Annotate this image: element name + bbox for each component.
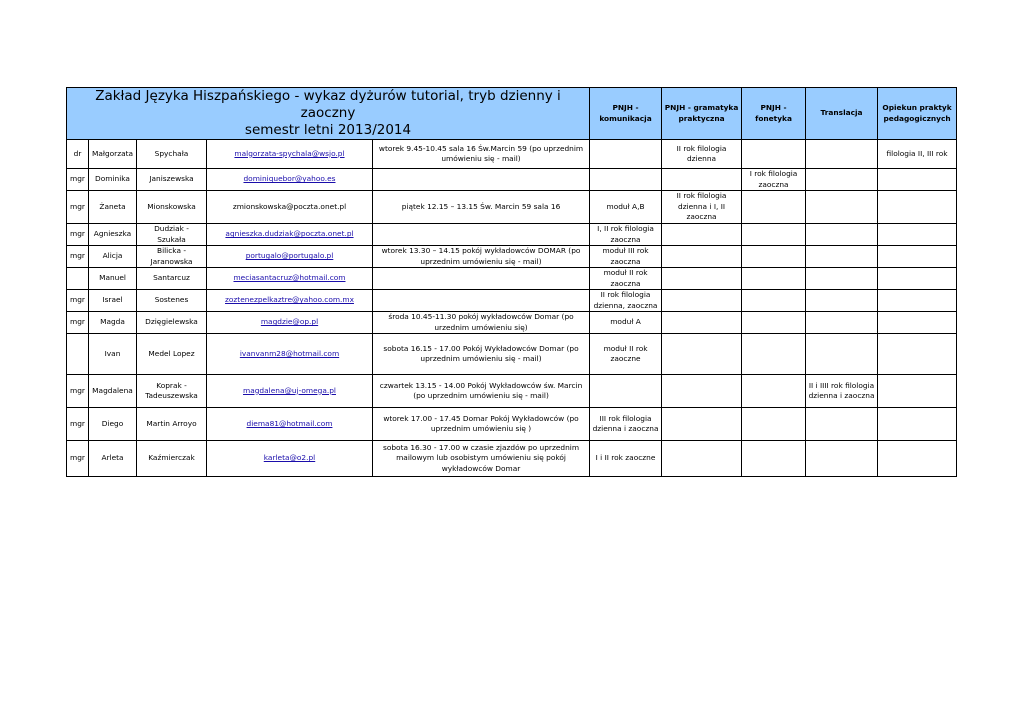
cell-gramatyka (662, 268, 742, 290)
cell-fonetyka (742, 140, 806, 169)
cell-first: Israel (89, 290, 137, 312)
cell-gramatyka (662, 246, 742, 268)
cell-opiekun (878, 224, 957, 246)
table-row (67, 224, 957, 246)
cell-opiekun (878, 268, 957, 290)
cell-fonetyka: I rok filologia zaoczna (742, 169, 806, 191)
cell-title (67, 334, 89, 375)
cell-hours: wtorek 13.30 – 14.15 pokój wykładowców DOMAR (po uprzednim umówieniu się - mail) (373, 246, 590, 268)
cell-first: Agnieszka (89, 224, 137, 246)
email-link[interactable]: portugalo@portugalo.pl (245, 251, 334, 261)
cell-hours: sobota 16.15 - 17.00 Pokój Wykładowców Domar (po uprzednim umówieniu się - mail) (373, 334, 590, 375)
cell-title: mgr (67, 441, 89, 477)
cell-fonetyka (742, 334, 806, 375)
cell-translacja (806, 441, 878, 477)
cell-first: Dominika (89, 169, 137, 191)
cell-gramatyka (662, 334, 742, 375)
cell-title: mgr (67, 169, 89, 191)
cell-translacja (806, 312, 878, 334)
email-link[interactable]: magdalena@uj-omega.pl (243, 385, 336, 395)
cell-komunikacja: moduł II rok zaoczna (590, 268, 662, 290)
email-link[interactable]: karleta@o2.pl (263, 453, 316, 463)
cell-komunikacja: I i II rok zaoczne (590, 441, 662, 477)
table-row (67, 312, 957, 334)
email-link[interactable]: malgorzata-spychala@wsjo.pl (234, 148, 345, 158)
table-row (67, 268, 957, 290)
column-header-gramatyka: PNJH - gramatyka praktyczna (662, 88, 742, 140)
cell-fonetyka (742, 441, 806, 477)
cell-last: Kaźmierczak (137, 441, 207, 477)
cell-gramatyka (662, 312, 742, 334)
table-row (67, 140, 957, 169)
cell-email (207, 246, 373, 268)
cell-email (207, 268, 373, 290)
cell-title: mgr (67, 312, 89, 334)
cell-title: mgr (67, 246, 89, 268)
cell-fonetyka (742, 312, 806, 334)
cell-translacja (806, 268, 878, 290)
table-row (67, 191, 957, 224)
table-row (67, 290, 957, 312)
cell-komunikacja: II rok filologia dzienna, zaoczna (590, 290, 662, 312)
cell-hours: czwartek 13.15 - 14.00 Pokój Wykładowców św. Marcin (po uprzednim umówieniu się - mail) (373, 375, 590, 408)
cell-gramatyka (662, 408, 742, 441)
cell-title: mgr (67, 375, 89, 408)
cell-fonetyka (742, 268, 806, 290)
cell-fonetyka (742, 246, 806, 268)
table-row (67, 246, 957, 268)
cell-email (207, 375, 373, 408)
cell-translacja (806, 334, 878, 375)
cell-email (207, 290, 373, 312)
cell-gramatyka (662, 375, 742, 408)
cell-gramatyka: II rok filologia dzienna i I, II zaoczna (662, 191, 742, 224)
cell-gramatyka (662, 290, 742, 312)
table-row (67, 408, 957, 441)
cell-email (207, 140, 373, 169)
cell-opiekun (878, 191, 957, 224)
cell-translacja (806, 408, 878, 441)
cell-komunikacja: moduł II rok zaoczne (590, 334, 662, 375)
cell-fonetyka (742, 375, 806, 408)
cell-first: Arleta (89, 441, 137, 477)
cell-gramatyka: II rok filologia dzienna (662, 140, 742, 169)
title-line-1: Zakład Języka Hiszpańskiego - wykaz dyżurów tutorial, tryb dzienny i zaoczny (95, 88, 561, 121)
cell-email (207, 169, 373, 191)
column-header-opiekun: Opiekun praktyk pedagogicznych (878, 88, 957, 140)
table-row (67, 169, 957, 191)
cell-title: mgr (67, 224, 89, 246)
email-link[interactable]: agnieszka.dudziak@poczta.onet.pl (225, 229, 354, 239)
duty-schedule-table (66, 87, 957, 477)
cell-last: Janiszewska (137, 169, 207, 191)
cell-opiekun: filologia II, III rok (878, 140, 957, 169)
cell-komunikacja: III rok filologia dzienna i zaoczna (590, 408, 662, 441)
cell-opiekun (878, 312, 957, 334)
cell-first: Diego (89, 408, 137, 441)
table-row (67, 441, 957, 477)
cell-hours: wtorek 9.45-10.45 sala 16 Św.Marcin 59 (po uprzednim umówieniu się - mail) (373, 140, 590, 169)
cell-translacja (806, 290, 878, 312)
cell-gramatyka (662, 169, 742, 191)
cell-last: Mionskowska (137, 191, 207, 224)
column-header-fonetyka: PNJH - fonetyka (742, 88, 806, 140)
cell-hours (373, 169, 590, 191)
cell-email (207, 191, 373, 224)
table-row (67, 334, 957, 375)
cell-last: Dudziak - Szukała (137, 224, 207, 246)
cell-opiekun (878, 246, 957, 268)
cell-gramatyka (662, 441, 742, 477)
cell-first: Ivan (89, 334, 137, 375)
cell-first: Magdalena (89, 375, 137, 408)
cell-email (207, 312, 373, 334)
cell-translacja (806, 224, 878, 246)
cell-email (207, 224, 373, 246)
cell-hours: środa 10.45-11.30 pokój wykładowców Domar (po urzednim umówieniu się) (373, 312, 590, 334)
cell-translacja (806, 140, 878, 169)
email-link[interactable]: dominiquebor@yahoo.es (243, 174, 336, 184)
cell-title: dr (67, 140, 89, 169)
email-link[interactable]: zmionskowska@poczta.onet.pl (232, 201, 347, 211)
cell-first: Alicja (89, 246, 137, 268)
cell-opiekun (878, 334, 957, 375)
email-link[interactable]: magdzie@op.pl (260, 317, 319, 327)
email-link[interactable]: meciasantacruz@hotmail.com (233, 273, 346, 283)
cell-fonetyka (742, 408, 806, 441)
cell-gramatyka (662, 224, 742, 246)
cell-hours: sobota 16.30 - 17.00 w czasie zjazdów po uprzednim mailowym lub osobistym umówieniu się pokój wykładowców Domar (373, 441, 590, 477)
cell-first: Małgorzata (89, 140, 137, 169)
cell-last: Spychała (137, 140, 207, 169)
cell-hours (373, 290, 590, 312)
cell-hours: piątek 12.15 – 13.15 Św. Marcin 59 sala 16 (373, 191, 590, 224)
cell-komunikacja: moduł A (590, 312, 662, 334)
cell-translacja (806, 169, 878, 191)
email-link[interactable]: zoztenezpelkaztre@yahoo.com.mx (225, 295, 354, 305)
column-header-translacja: Translacja (806, 88, 878, 140)
cell-email (207, 441, 373, 477)
cell-komunikacja: moduł III rok zaoczna (590, 246, 662, 268)
cell-opiekun (878, 290, 957, 312)
cell-email (207, 334, 373, 375)
cell-komunikacja (590, 375, 662, 408)
cell-hours (373, 224, 590, 246)
cell-title: mgr (67, 408, 89, 441)
cell-last: Bilicka - Jaranowska (137, 246, 207, 268)
cell-translacja (806, 246, 878, 268)
cell-last: Martin Arroyo (137, 408, 207, 441)
cell-first: Magda (89, 312, 137, 334)
cell-komunikacja (590, 140, 662, 169)
cell-last: Koprak - Tadeuszewska (137, 375, 207, 408)
cell-opiekun (878, 169, 957, 191)
cell-komunikacja: moduł A,B (590, 191, 662, 224)
cell-hours (373, 268, 590, 290)
cell-komunikacja: I, II rok filologia zaoczna (590, 224, 662, 246)
cell-last: Medel Lopez (137, 334, 207, 375)
cell-first: Manuel (89, 268, 137, 290)
cell-opiekun (878, 408, 957, 441)
cell-fonetyka (742, 290, 806, 312)
cell-opiekun (878, 375, 957, 408)
cell-title: mgr (67, 191, 89, 224)
cell-translacja: II i IIII rok filologia dzienna i zaoczna (806, 375, 878, 408)
cell-email (207, 408, 373, 441)
email-link[interactable]: diema81@hotmail.com (246, 418, 333, 428)
email-link[interactable]: ivanvanm28@hotmail.com (239, 348, 340, 358)
cell-title: mgr (67, 290, 89, 312)
page-title (67, 88, 590, 140)
cell-fonetyka (742, 224, 806, 246)
cell-translacja (806, 191, 878, 224)
cell-last: Sostenes (137, 290, 207, 312)
cell-first: Żaneta (89, 191, 137, 224)
cell-last: Dzięgielewska (137, 312, 207, 334)
cell-komunikacja (590, 169, 662, 191)
column-header-komunikacja: PNJH - komunikacja (590, 88, 662, 140)
table-row (67, 375, 957, 408)
title-line-2: semestr letni 2013/2014 (244, 122, 412, 138)
cell-fonetyka (742, 191, 806, 224)
cell-hours: wtorek 17.00 - 17.45 Domar Pokój Wykładowców (po uprzednim umówieniu się ) (373, 408, 590, 441)
cell-title (67, 268, 89, 290)
header-row (67, 88, 957, 140)
cell-opiekun (878, 441, 957, 477)
cell-last: Santarcuz (137, 268, 207, 290)
